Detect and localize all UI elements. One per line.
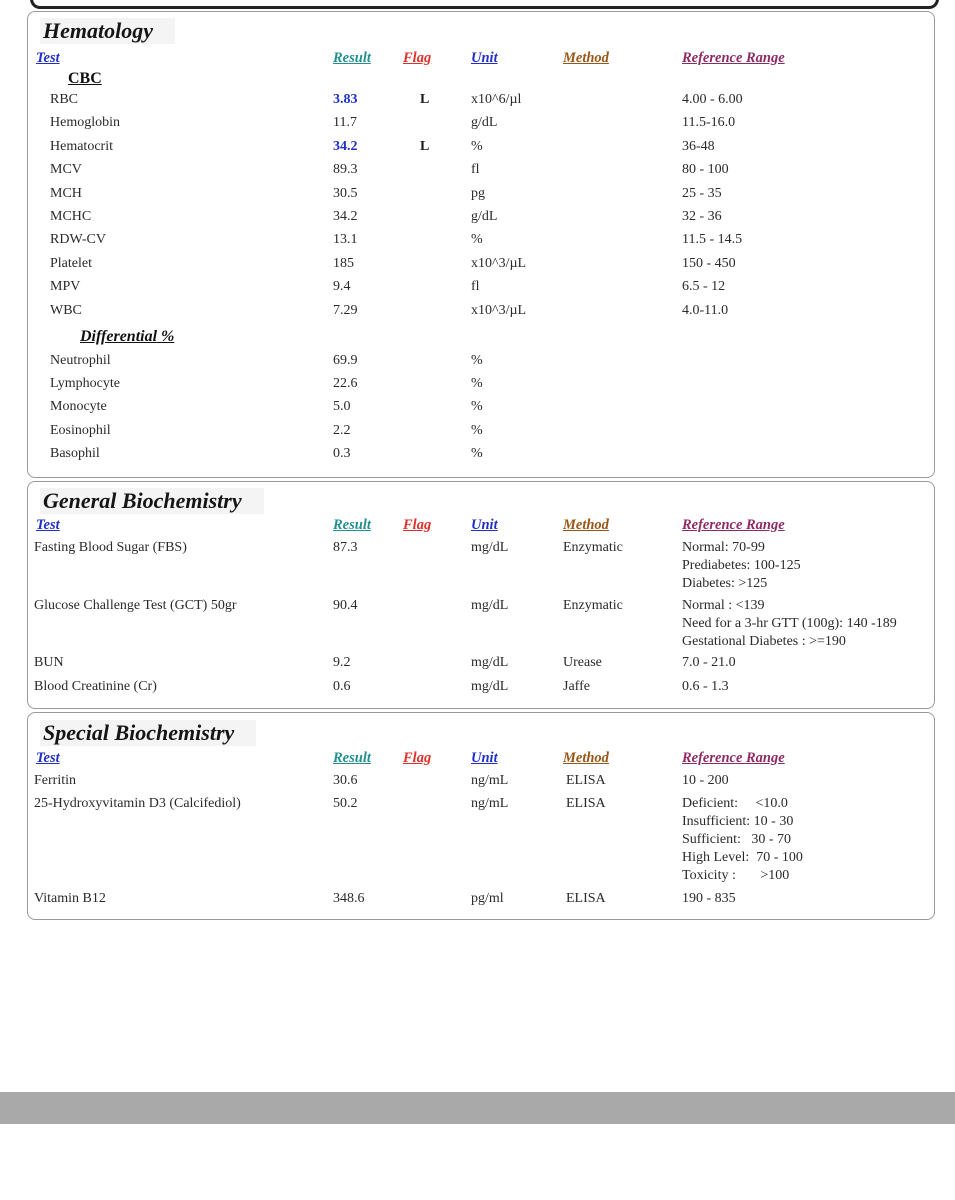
- header-test: Test: [36, 50, 60, 66]
- result-value: 5.0: [333, 399, 351, 415]
- unit-value: ng/mL: [471, 773, 509, 788]
- result-value: 11.7: [333, 115, 357, 131]
- result-value: 0.6: [333, 679, 351, 694]
- unit-value: x10^6/µl: [471, 92, 522, 107]
- result-value: 89.3: [333, 162, 358, 178]
- reference-range-value: 4.0-11.0: [682, 302, 729, 318]
- test-name: MCH: [50, 185, 82, 201]
- method-value: ELISA: [566, 773, 606, 788]
- test-name: Basophil: [50, 445, 100, 461]
- reference-range-value: 32 - 36: [682, 209, 722, 224]
- test-name: MPV: [50, 279, 81, 295]
- result-value: 22.6: [333, 376, 358, 392]
- result-value: 9.2: [333, 655, 351, 670]
- header-reference-range: Reference Range: [682, 50, 785, 66]
- reference-range-value: Deficient: <10.0 Insufficient: 10 - 30 Sufficient: 30 - 70 High Level: 70 - 100 Toxicity : >100: [682, 796, 803, 883]
- method-value: ELISA: [566, 891, 606, 906]
- header-flag: Flag: [403, 517, 432, 533]
- reference-range-value: 6.5 - 12: [682, 279, 726, 295]
- reference-range-value: 80 - 100: [682, 162, 729, 178]
- flag-value: L: [420, 92, 430, 107]
- result-value: 30.5: [333, 185, 358, 201]
- method-value: Enzymatic: [563, 598, 623, 613]
- test-name: Hematocrit: [50, 138, 113, 154]
- test-name: Fasting Blood Sugar (FBS): [34, 540, 187, 555]
- method-value: Urease: [563, 655, 602, 670]
- header-method: Method: [563, 750, 609, 766]
- result-value: 348.6: [333, 891, 365, 906]
- unit-value: %: [471, 353, 483, 368]
- general-biochemistry-panel: [27, 481, 935, 709]
- header-test: Test: [36, 750, 60, 766]
- unit-value: %: [471, 399, 483, 415]
- unit-value: %: [471, 376, 483, 392]
- test-name: Eosinophil: [50, 422, 111, 438]
- reference-range-value: 36-48: [682, 138, 715, 154]
- test-name: BUN: [34, 655, 64, 670]
- result-value: 9.4: [333, 279, 351, 295]
- reference-range-value: 190 - 835: [682, 891, 736, 906]
- unit-value: pg/ml: [471, 891, 504, 906]
- method-value: Enzymatic: [563, 540, 623, 555]
- unit-value: x10^3/µL: [471, 255, 527, 271]
- result-value: 185: [333, 255, 354, 271]
- unit-value: fl: [471, 162, 480, 178]
- method-value: Jaffe: [563, 679, 590, 694]
- header-flag: Flag: [403, 50, 432, 66]
- section-title: Special Biochemistry: [40, 720, 256, 746]
- reference-range-value: Normal : <139 Need for a 3-hr GTT (100g): 140 -189 Gestational Diabetes : >=190: [682, 598, 897, 649]
- header-result: Result: [333, 750, 371, 766]
- test-name: Vitamin B12: [34, 891, 106, 906]
- reference-range-value: 7.0 - 21.0: [682, 655, 736, 670]
- result-value: 13.1: [333, 232, 358, 248]
- result-value: 34.2: [333, 209, 358, 224]
- unit-value: %: [471, 422, 483, 438]
- unit-value: pg: [471, 185, 485, 201]
- unit-value: fl: [471, 279, 480, 295]
- test-name: Monocyte: [50, 399, 107, 415]
- section-title: General Biochemistry: [40, 488, 264, 514]
- reference-range-value: Normal: 70-99 Prediabetes: 100-125 Diabetes: >125: [682, 540, 801, 591]
- test-name: Ferritin: [34, 773, 76, 788]
- hematology-panel: [27, 11, 935, 478]
- test-name: Glucose Challenge Test (GCT) 50gr: [34, 598, 237, 613]
- result-value: 30.6: [333, 773, 358, 788]
- section-title: Hematology: [40, 18, 175, 44]
- test-name: Platelet: [50, 255, 92, 271]
- cbc-subheading: CBC: [68, 70, 102, 87]
- result-value: 69.9: [333, 353, 358, 368]
- reference-range-value: 11.5 - 14.5: [682, 232, 743, 248]
- differential-subheading: Differential %: [80, 328, 175, 345]
- result-value: 87.3: [333, 540, 358, 555]
- bottom-scroll-bar: [0, 1092, 955, 1124]
- test-name: RBC: [50, 92, 79, 107]
- header-result: Result: [333, 517, 371, 533]
- header-unit: Unit: [471, 517, 498, 533]
- result-value: 0.3: [333, 445, 351, 461]
- unit-value: ng/mL: [471, 796, 509, 811]
- unit-value: g/dL: [471, 209, 498, 224]
- result-value: 34.2: [333, 138, 358, 154]
- header-method: Method: [563, 50, 609, 66]
- header-unit: Unit: [471, 750, 498, 766]
- unit-value: %: [471, 138, 483, 154]
- header-result: Result: [333, 50, 371, 66]
- test-name: Hemoglobin: [50, 115, 120, 131]
- unit-value: %: [471, 445, 483, 461]
- header-test: Test: [36, 517, 60, 533]
- result-value: 7.29: [333, 302, 358, 318]
- reference-range-value: 4.00 - 6.00: [682, 92, 743, 107]
- header-unit: Unit: [471, 50, 498, 66]
- test-name: MCHC: [50, 209, 92, 224]
- test-name: RDW-CV: [50, 232, 106, 248]
- reference-range-value: 25 - 35: [682, 185, 722, 201]
- test-name: 25-Hydroxyvitamin D3 (Calcifediol): [34, 796, 241, 811]
- unit-value: mg/dL: [471, 679, 509, 694]
- result-value: 90.4: [333, 598, 358, 613]
- test-name: Blood Creatinine (Cr): [34, 679, 157, 694]
- reference-range-value: 150 - 450: [682, 255, 736, 271]
- reference-range-value: 11.5-16.0: [682, 115, 736, 131]
- unit-value: mg/dL: [471, 598, 509, 613]
- header-method: Method: [563, 517, 609, 533]
- reference-range-value: 0.6 - 1.3: [682, 679, 729, 694]
- reference-range-value: 10 - 200: [682, 773, 729, 788]
- header-reference-range: Reference Range: [682, 750, 785, 766]
- previous-section-box: [30, 0, 939, 9]
- unit-value: g/dL: [471, 115, 498, 131]
- test-name: MCV: [50, 162, 82, 178]
- result-value: 50.2: [333, 796, 358, 811]
- result-value: 2.2: [333, 422, 351, 438]
- method-value: ELISA: [566, 796, 606, 811]
- flag-value: L: [420, 138, 430, 154]
- test-name: Lymphocyte: [50, 376, 120, 392]
- result-value: 3.83: [333, 92, 358, 107]
- header-reference-range: Reference Range: [682, 517, 785, 533]
- unit-value: %: [471, 232, 483, 248]
- special-biochemistry-panel: [27, 712, 935, 920]
- test-name: Neutrophil: [50, 353, 111, 368]
- header-flag: Flag: [403, 750, 432, 766]
- unit-value: mg/dL: [471, 540, 509, 555]
- unit-value: mg/dL: [471, 655, 509, 670]
- test-name: WBC: [50, 302, 82, 318]
- unit-value: x10^3/µL: [471, 302, 527, 318]
